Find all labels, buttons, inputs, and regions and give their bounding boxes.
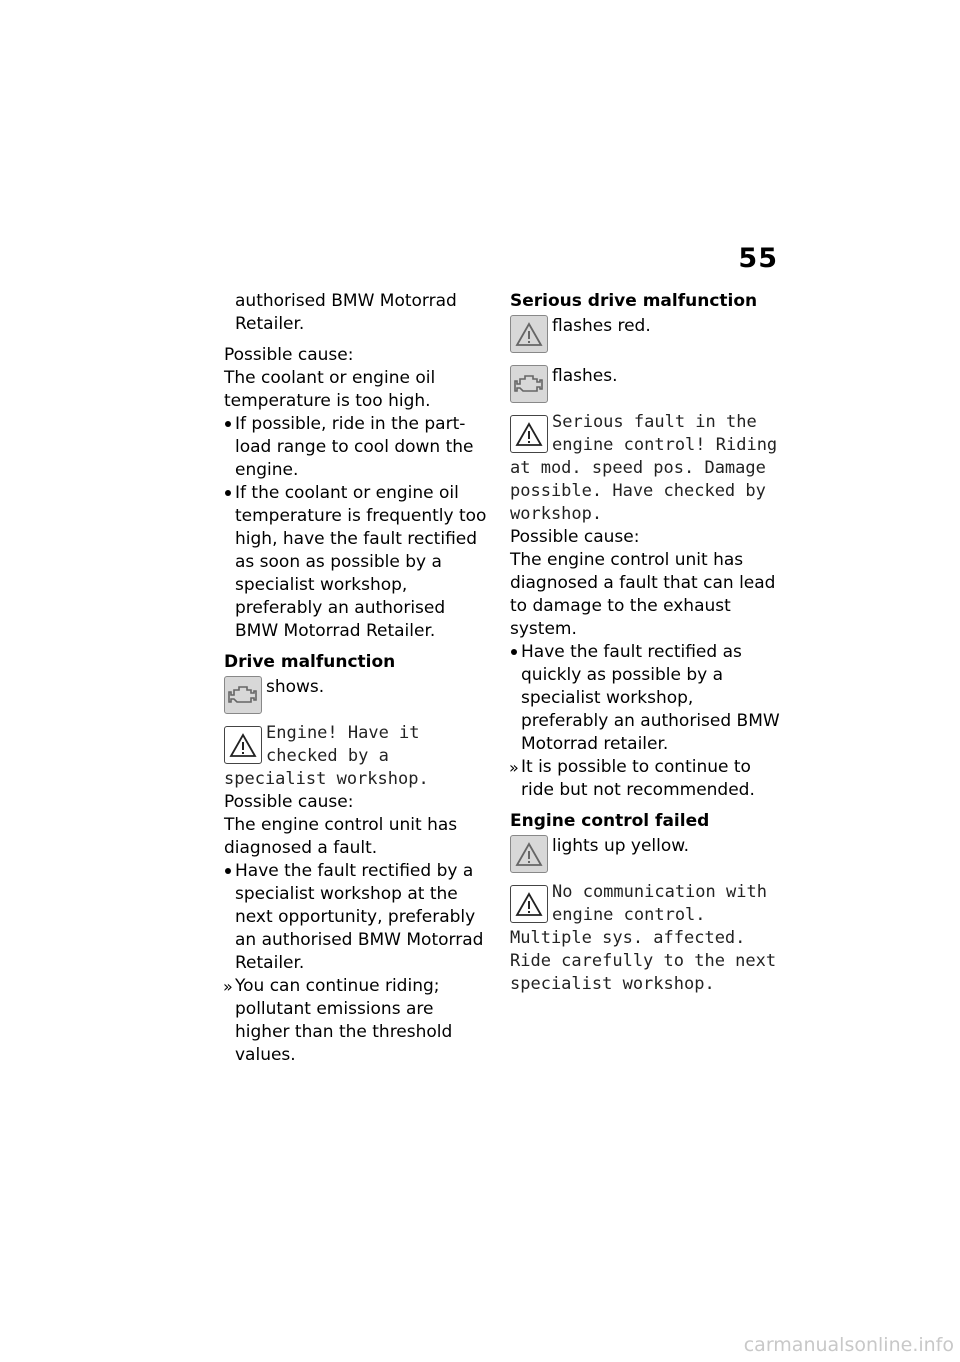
display-message <box>224 722 490 791</box>
continuation-text: authorised BMW Motorrad Retailer. <box>235 291 457 334</box>
warning-triangle-icon <box>224 726 262 764</box>
warning-triangle-icon <box>510 835 548 873</box>
bullet-item: Have the fault rectified as quickly as possible by a specialist workshop, preferably an authorised BMW Motorrad retailer. <box>510 641 784 756</box>
possible-cause-label: Possible cause: <box>224 345 354 365</box>
cause-text: The coolant or engine oil temperature is too high. <box>224 368 436 411</box>
display-message <box>510 411 784 526</box>
footer-watermark: carmanualsonline.info <box>743 1334 954 1356</box>
display-message-text: Engine! Have it checked by a specialist workshop. <box>224 723 429 789</box>
bullet-item: If possible, ride in the part-load range to cool down the engine. <box>224 413 490 482</box>
warning-indicator-row <box>510 835 784 873</box>
left-column <box>224 290 490 1067</box>
warning-triangle-icon <box>510 885 548 923</box>
engine-indicator-row <box>510 365 784 403</box>
engine-check-icon <box>510 365 548 403</box>
indicator-state-text: flashes red. <box>552 316 651 336</box>
display-message-text: No communication with engine control. Multiple sys. affected. Ride carefully to the next specialist workshop. <box>510 882 777 994</box>
display-message-text: Serious fault in the engine control! Riding at mod. speed pos. Damage possible. Have checked by workshop. <box>510 412 778 524</box>
cause-text: The engine control unit has diagnosed a fault that can lead to damage to the exhaust system. <box>510 550 776 639</box>
section-heading-serious-malfunction: Serious drive malfunction <box>510 291 758 311</box>
warning-triangle-icon <box>510 415 548 453</box>
engine-check-icon <box>224 676 262 714</box>
possible-cause-label: Possible cause: <box>224 792 354 812</box>
result-item: » You can continue riding; pollutant emissions are higher than the threshold values. <box>224 975 490 1067</box>
right-column <box>510 290 784 996</box>
bullet-item: If the coolant or engine oil temperature is frequently too high, have the fault rectified as soon as possible by a specialist workshop, preferably an authorised BMW Motorrad Retailer. <box>224 482 490 643</box>
page-number: 55 <box>738 243 778 274</box>
bullet-item: Have the fault rectified by a specialist workshop at the next opportunity, preferably an authorised BMW Motorrad Retailer. <box>224 860 490 975</box>
possible-cause-label: Possible cause: <box>510 527 640 547</box>
indicator-state-text: shows. <box>266 677 325 697</box>
indicator-state-text: flashes. <box>552 366 618 386</box>
warning-indicator-row <box>510 315 784 353</box>
section-heading-drive-malfunction: Drive malfunction <box>224 652 396 672</box>
indicator-state-text: lights up yellow. <box>552 836 690 856</box>
display-message <box>510 881 784 996</box>
result-item: » It is possible to continue to ride but not recommended. <box>510 756 784 802</box>
cause-text: The engine control unit has diagnosed a fault. <box>224 815 458 858</box>
warning-triangle-icon <box>510 315 548 353</box>
engine-indicator-row <box>224 676 490 714</box>
section-heading-engine-control-failed: Engine control failed <box>510 811 710 831</box>
